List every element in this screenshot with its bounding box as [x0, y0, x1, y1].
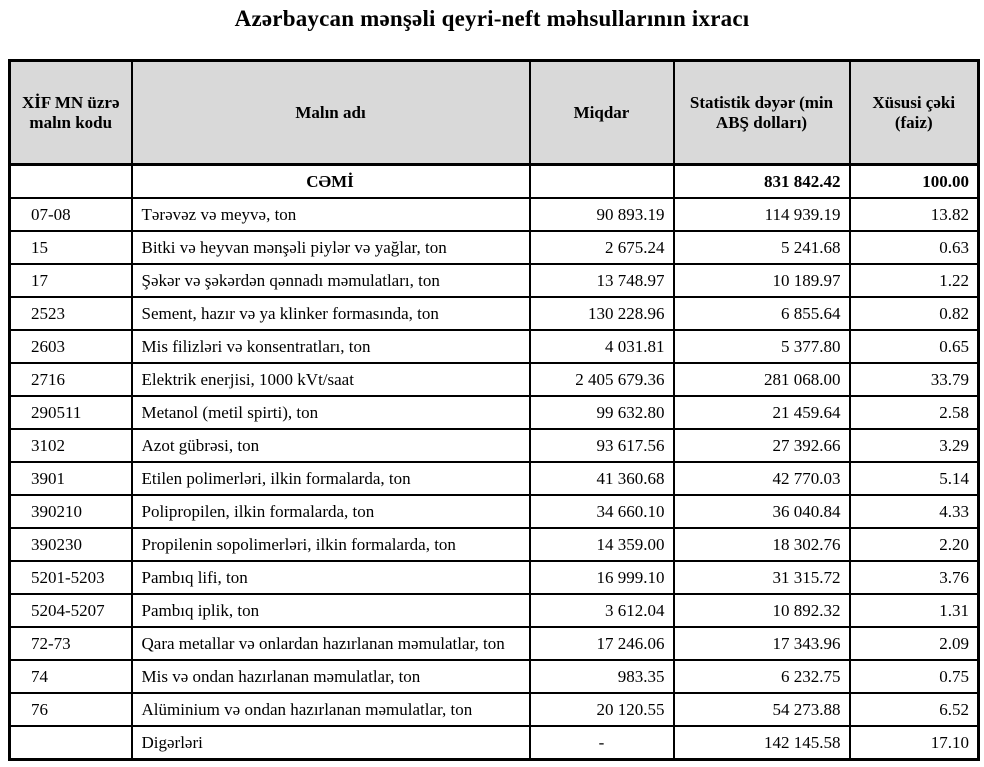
total-code-cell — [10, 165, 132, 199]
value-cell: 281 068.00 — [674, 363, 850, 396]
quantity-cell: 99 632.80 — [530, 396, 674, 429]
value-cell: 6 232.75 — [674, 660, 850, 693]
value-cell: 54 273.88 — [674, 693, 850, 726]
table-row — [10, 693, 979, 726]
table-row — [10, 528, 979, 561]
code-cell: 2523 — [10, 297, 132, 330]
value-cell: 114 939.19 — [674, 198, 850, 231]
share-cell: 2.58 — [850, 396, 979, 429]
table-row — [10, 198, 979, 231]
quantity-cell: 41 360.68 — [530, 462, 674, 495]
code-cell: 07-08 — [10, 198, 132, 231]
quantity-cell: - — [530, 726, 674, 760]
share-cell: 0.63 — [850, 231, 979, 264]
share-cell: 2.09 — [850, 627, 979, 660]
name-cell: Etilen polimerləri, ilkin formalarda, ton — [132, 462, 530, 495]
name-cell: Propilenin sopolimerləri, ilkin formalarda, ton — [132, 528, 530, 561]
quantity-cell: 34 660.10 — [530, 495, 674, 528]
value-cell: 17 343.96 — [674, 627, 850, 660]
quantity-cell: 2 405 679.36 — [530, 363, 674, 396]
code-cell: 74 — [10, 660, 132, 693]
header-code: XİF MN üzrə malın kodu — [10, 61, 132, 165]
total-row — [10, 165, 979, 199]
share-cell: 4.33 — [850, 495, 979, 528]
quantity-cell: 17 246.06 — [530, 627, 674, 660]
name-cell: Pambıq iplik, ton — [132, 594, 530, 627]
code-cell: 5201-5203 — [10, 561, 132, 594]
code-cell: 2603 — [10, 330, 132, 363]
table-row — [10, 462, 979, 495]
table-row — [10, 396, 979, 429]
quantity-cell: 20 120.55 — [530, 693, 674, 726]
code-cell: 3901 — [10, 462, 132, 495]
code-cell: 72-73 — [10, 627, 132, 660]
value-cell: 10 189.97 — [674, 264, 850, 297]
total-quantity-cell — [530, 165, 674, 199]
quantity-cell: 13 748.97 — [530, 264, 674, 297]
share-cell: 17.10 — [850, 726, 979, 760]
table-row — [10, 660, 979, 693]
value-cell: 42 770.03 — [674, 462, 850, 495]
table-row — [10, 231, 979, 264]
quantity-cell: 983.35 — [530, 660, 674, 693]
quantity-cell: 3 612.04 — [530, 594, 674, 627]
share-cell: 13.82 — [850, 198, 979, 231]
value-cell: 27 392.66 — [674, 429, 850, 462]
total-share-cell: 100.00 — [850, 165, 979, 199]
name-cell: Elektrik enerjisi, 1000 kVt/saat — [132, 363, 530, 396]
name-cell: Mis filizləri və konsentratları, ton — [132, 330, 530, 363]
header-value: Statistik dəyər (min ABŞ dolları) — [674, 61, 850, 165]
code-cell: 15 — [10, 231, 132, 264]
name-cell: Metanol (metil spirti), ton — [132, 396, 530, 429]
name-cell: Qara metallar və onlardan hazırlanan məmulatlar, ton — [132, 627, 530, 660]
code-cell: 290511 — [10, 396, 132, 429]
value-cell: 6 855.64 — [674, 297, 850, 330]
quantity-cell: 14 359.00 — [530, 528, 674, 561]
quantity-cell: 4 031.81 — [530, 330, 674, 363]
name-cell: Polipropilen, ilkin formalarda, ton — [132, 495, 530, 528]
table-row — [10, 297, 979, 330]
name-cell: Şəkər və şəkərdən qənnadı məmulatları, ton — [132, 264, 530, 297]
quantity-cell: 130 228.96 — [530, 297, 674, 330]
value-cell: 18 302.76 — [674, 528, 850, 561]
table-row — [10, 363, 979, 396]
table-row — [10, 726, 979, 760]
code-cell: 390210 — [10, 495, 132, 528]
table-row — [10, 330, 979, 363]
table-row — [10, 627, 979, 660]
name-cell: Bitki və heyvan mənşəli piylər və yağlar, ton — [132, 231, 530, 264]
share-cell: 0.65 — [850, 330, 979, 363]
code-cell: 5204-5207 — [10, 594, 132, 627]
name-cell: Azot gübrəsi, ton — [132, 429, 530, 462]
header-row — [10, 61, 979, 165]
share-cell: 1.31 — [850, 594, 979, 627]
table-row — [10, 594, 979, 627]
share-cell: 2.20 — [850, 528, 979, 561]
code-cell: 390230 — [10, 528, 132, 561]
share-cell: 3.29 — [850, 429, 979, 462]
value-cell: 5 241.68 — [674, 231, 850, 264]
share-cell: 5.14 — [850, 462, 979, 495]
share-cell: 33.79 — [850, 363, 979, 396]
code-cell: 17 — [10, 264, 132, 297]
share-cell: 1.22 — [850, 264, 979, 297]
value-cell: 36 040.84 — [674, 495, 850, 528]
code-cell: 3102 — [10, 429, 132, 462]
header-share: Xüsusi çəki (faiz) — [850, 61, 979, 165]
page-title: Azərbaycan mənşəli qeyri-neft məhsullarının ixracı — [234, 6, 750, 31]
quantity-cell: 2 675.24 — [530, 231, 674, 264]
quantity-cell: 93 617.56 — [530, 429, 674, 462]
value-cell: 142 145.58 — [674, 726, 850, 760]
value-cell: 10 892.32 — [674, 594, 850, 627]
name-cell: Digərləri — [132, 726, 530, 760]
value-cell: 21 459.64 — [674, 396, 850, 429]
export-table — [8, 59, 980, 761]
share-cell: 0.82 — [850, 297, 979, 330]
name-cell: Alüminium və ondan hazırlanan məmulatlar, ton — [132, 693, 530, 726]
table-row — [10, 429, 979, 462]
quantity-cell: 90 893.19 — [530, 198, 674, 231]
name-cell: Sement, hazır və ya klinker formasında, ton — [132, 297, 530, 330]
name-cell: Tərəvəz və meyvə, ton — [132, 198, 530, 231]
table-row — [10, 561, 979, 594]
total-value-cell: 831 842.42 — [674, 165, 850, 199]
share-cell: 0.75 — [850, 660, 979, 693]
code-cell — [10, 726, 132, 760]
code-cell: 2716 — [10, 363, 132, 396]
name-cell: Pambıq lifi, ton — [132, 561, 530, 594]
value-cell: 5 377.80 — [674, 330, 850, 363]
table-row — [10, 495, 979, 528]
quantity-cell: 16 999.10 — [530, 561, 674, 594]
header-quantity: Miqdar — [530, 61, 674, 165]
share-cell: 6.52 — [850, 693, 979, 726]
header-name: Malın adı — [132, 61, 530, 165]
code-cell: 76 — [10, 693, 132, 726]
table-row — [10, 264, 979, 297]
share-cell: 3.76 — [850, 561, 979, 594]
value-cell: 31 315.72 — [674, 561, 850, 594]
name-cell: Mis və ondan hazırlanan məmulatlar, ton — [132, 660, 530, 693]
total-name-cell: CƏMİ — [132, 165, 530, 199]
